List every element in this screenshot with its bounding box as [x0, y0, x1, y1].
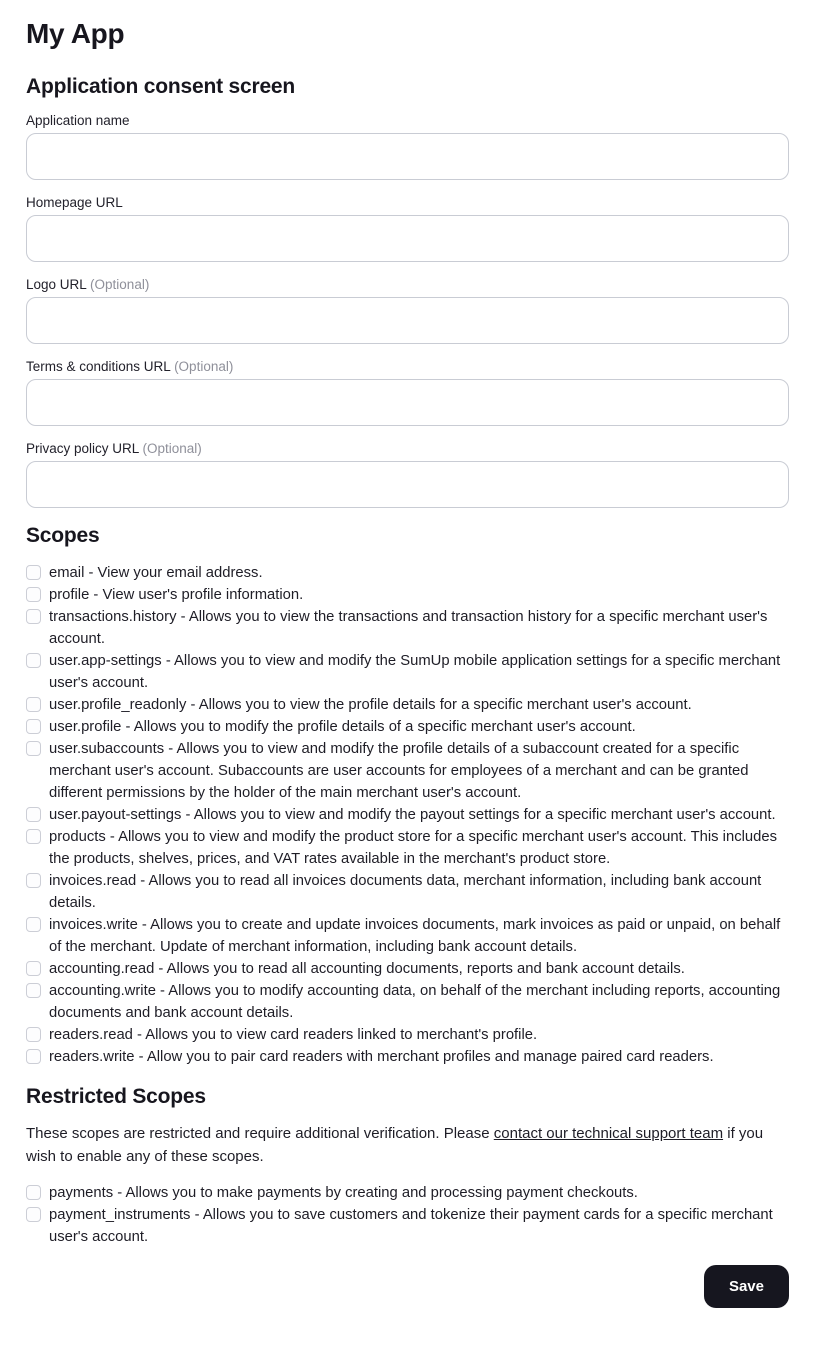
scope-item: [26, 738, 789, 804]
scope-item: [26, 804, 789, 826]
text-input[interactable]: [26, 133, 789, 180]
scope-label: email - View your email address.: [49, 565, 263, 581]
field-label: Logo URL (Optional): [26, 277, 150, 292]
scopes-heading: Scopes: [26, 524, 100, 547]
form-field: [26, 195, 789, 262]
scope-label: payments - Allows you to make payments by creating and processing payment checkouts.: [49, 1185, 638, 1201]
scope-checkbox[interactable]: [26, 1027, 41, 1042]
consent-screen-heading: Application consent screen: [26, 75, 296, 98]
optional-hint: (Optional): [86, 277, 150, 292]
scope-checkbox[interactable]: [26, 741, 41, 756]
scope-item: [26, 650, 789, 694]
scope-item: [26, 1204, 789, 1248]
field-label: Homepage URL: [26, 195, 123, 210]
text-input[interactable]: [26, 461, 789, 508]
scope-label: user.app-settings - Allows you to view and modify the SumUp mobile application settings for a specific merchant user's account.: [49, 653, 781, 691]
actions-row: [26, 1265, 789, 1308]
contact-support-link[interactable]: contact our technical support team: [493, 1125, 724, 1142]
scope-item: [26, 606, 789, 650]
text-input[interactable]: [26, 215, 789, 262]
scope-label: invoices.write - Allows you to create and update invoices documents, mark invoices as paid or unpaid, on behalf of the merchant. Update of merchant information, including bank account details.: [49, 917, 781, 955]
restricted-scopes-list: [26, 1182, 789, 1248]
scope-checkbox[interactable]: [26, 719, 41, 734]
scope-item: [26, 826, 789, 870]
scope-item: [26, 958, 789, 980]
scope-checkbox[interactable]: [26, 697, 41, 712]
field-label: Privacy policy URL (Optional): [26, 441, 202, 456]
scope-item: [26, 584, 789, 606]
page-title: My App: [26, 18, 125, 49]
scope-checkbox[interactable]: [26, 807, 41, 822]
scope-checkbox[interactable]: [26, 1185, 41, 1200]
scope-checkbox[interactable]: [26, 873, 41, 888]
form-field: [26, 441, 789, 508]
restricted-scopes-note: [26, 1123, 789, 1168]
scope-checkbox[interactable]: [26, 1049, 41, 1064]
form-field: [26, 359, 789, 426]
optional-hint: (Optional): [138, 441, 202, 456]
scope-item: [26, 716, 789, 738]
optional-hint: (Optional): [170, 359, 234, 374]
scope-checkbox[interactable]: [26, 653, 41, 668]
application-form: [26, 113, 789, 508]
scope-item: [26, 562, 789, 584]
scopes-list: [26, 562, 789, 1068]
scope-label: user.profile_readonly - Allows you to view the profile details for a specific merchant user's account.: [49, 697, 692, 713]
scope-label: products - Allows you to view and modify the product store for a specific merchant user's account. This includes the products, shelves, prices, and VAT rates available in the merchant's product store.: [49, 829, 777, 867]
scope-label: user.profile - Allows you to modify the profile details of a specific merchant user's account.: [49, 719, 636, 735]
scope-label: invoices.read - Allows you to read all invoices documents data, merchant information, including bank account details.: [49, 873, 762, 911]
scope-item: [26, 1024, 789, 1046]
form-field: [26, 113, 789, 180]
scope-item: [26, 1046, 789, 1068]
scope-checkbox[interactable]: [26, 587, 41, 602]
scope-checkbox[interactable]: [26, 565, 41, 580]
scope-checkbox[interactable]: [26, 1207, 41, 1222]
scope-label: accounting.read - Allows you to read all accounting documents, reports and bank account details.: [49, 961, 685, 977]
restricted-scopes-heading: Restricted Scopes: [26, 1085, 206, 1108]
scope-checkbox[interactable]: [26, 609, 41, 624]
scope-label: payment_instruments - Allows you to save customers and tokenize their payment cards for a specific merchant user's account.: [49, 1207, 773, 1245]
scope-label: user.payout-settings - Allows you to view and modify the payout settings for a specific merchant user's account.: [49, 807, 776, 823]
scope-label: user.subaccounts - Allows you to view and modify the profile details of a subaccount created for a specific merchant user's account. Subaccounts are user accounts for employees of a merchant and can be granted different permissions by the holder of the main merchant user's account.: [49, 741, 749, 801]
scope-checkbox[interactable]: [26, 917, 41, 932]
scope-item: [26, 870, 789, 914]
scope-item: [26, 980, 789, 1024]
field-label: Application name: [26, 113, 130, 128]
scope-checkbox[interactable]: [26, 983, 41, 998]
restricted-note-text-after: if you wish to enable any of these scopes.: [26, 1125, 764, 1165]
text-input[interactable]: [26, 379, 789, 426]
scope-label: transactions.history - Allows you to view the transactions and transaction history for a specific merchant user's account.: [49, 609, 768, 647]
scope-checkbox[interactable]: [26, 829, 41, 844]
scope-label: accounting.write - Allows you to modify accounting data, on behalf of the merchant including reports, accounting documents and bank account details.: [49, 983, 781, 1021]
scope-checkbox[interactable]: [26, 961, 41, 976]
scope-item: [26, 1182, 789, 1204]
form-field: [26, 277, 789, 344]
scope-item: [26, 694, 789, 716]
text-input[interactable]: [26, 297, 789, 344]
scope-label: readers.read - Allows you to view card readers linked to merchant's profile.: [49, 1027, 538, 1043]
field-label: Terms & conditions URL (Optional): [26, 359, 234, 374]
restricted-note-text: These scopes are restricted and require additional verification. Please: [26, 1125, 494, 1142]
scope-label: readers.write - Allow you to pair card readers with merchant profiles and manage paired card readers.: [49, 1049, 714, 1065]
save-button[interactable]: Save: [704, 1265, 789, 1308]
scope-label: profile - View user's profile information.: [49, 587, 304, 603]
scope-item: [26, 914, 789, 958]
